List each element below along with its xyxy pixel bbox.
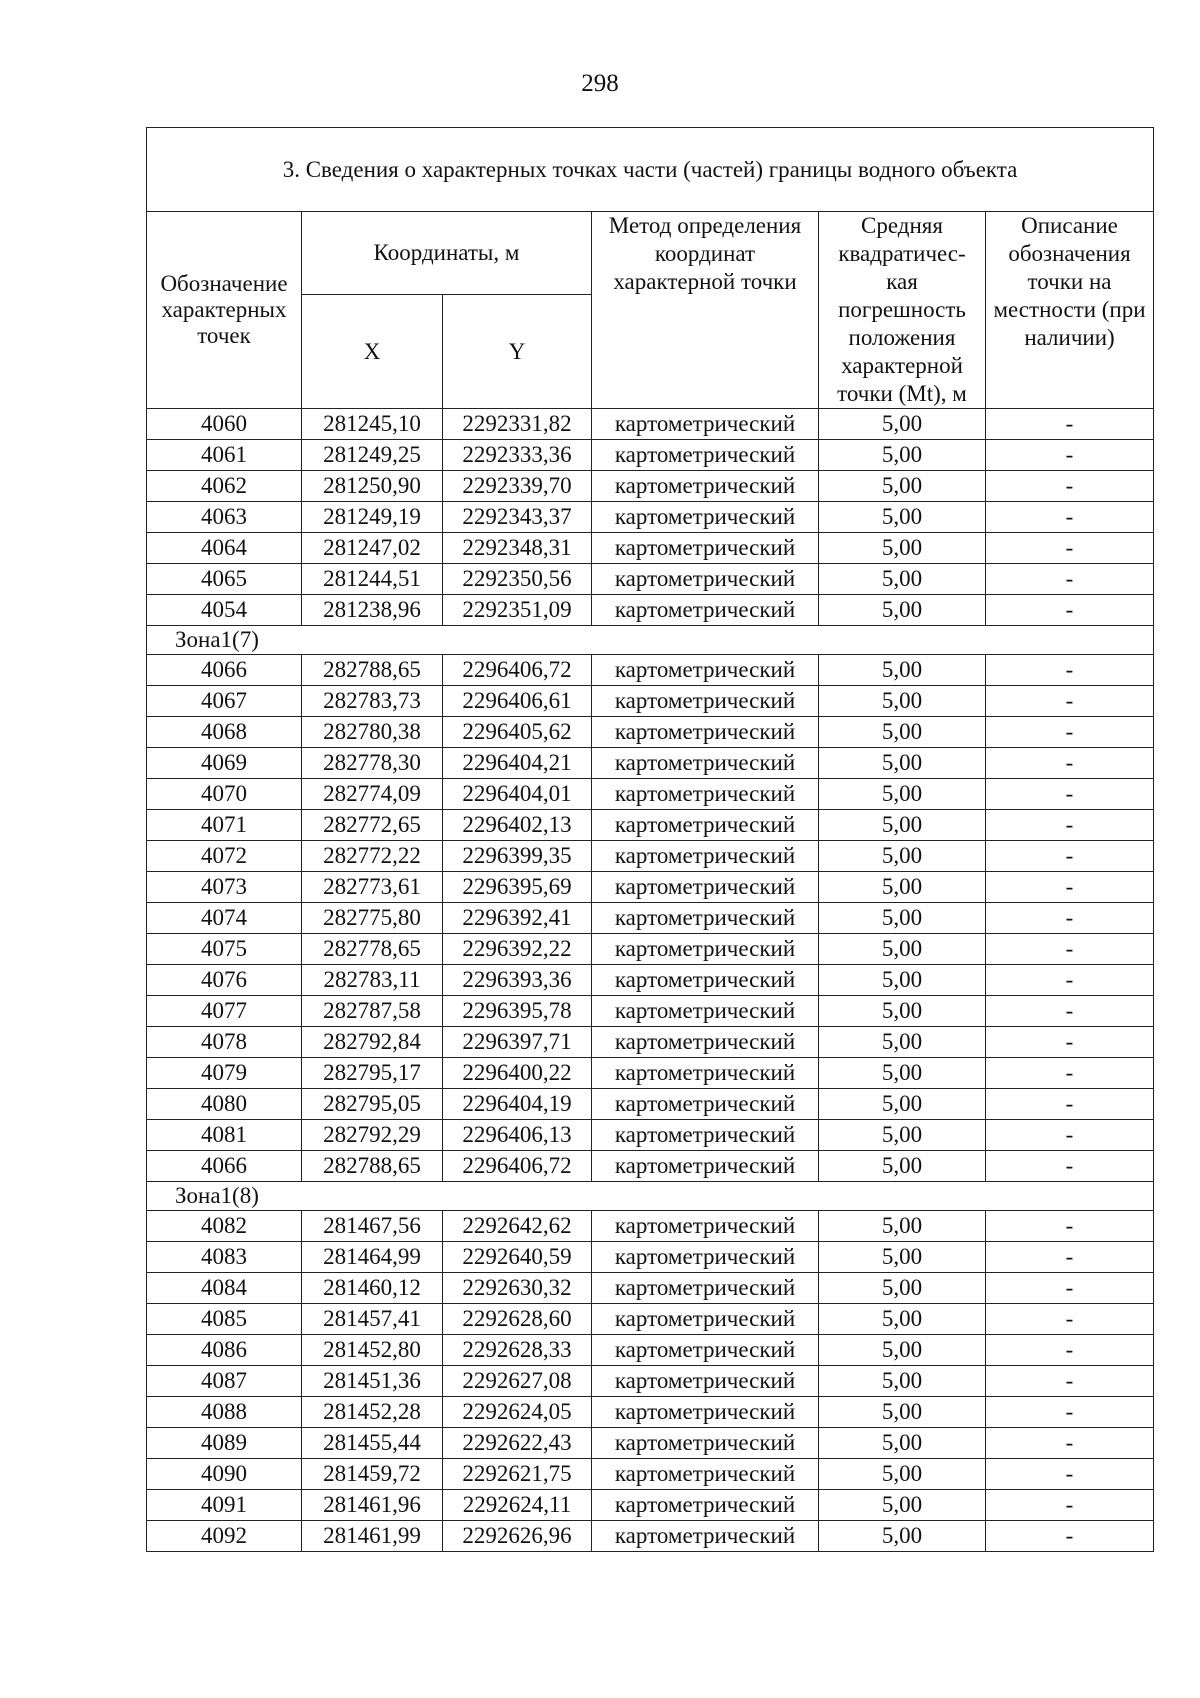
header-description: Описание обозначения точки на местности (при наличии) <box>986 212 1154 409</box>
x-coordinate-cell: 281464,99 <box>302 1242 443 1273</box>
description-cell: - <box>986 903 1154 934</box>
x-coordinate-cell: 281452,28 <box>302 1397 443 1428</box>
table-row <box>147 564 1154 595</box>
description-cell: - <box>986 748 1154 779</box>
point-id-cell: 4071 <box>147 810 302 841</box>
header-x: X <box>302 295 443 409</box>
error-cell: 5,00 <box>819 965 986 996</box>
description-cell: - <box>986 1521 1154 1552</box>
point-id-cell: 4087 <box>147 1366 302 1397</box>
table-row <box>147 934 1154 965</box>
y-coordinate-cell: 2292624,05 <box>443 1397 592 1428</box>
y-coordinate-cell: 2296404,01 <box>443 779 592 810</box>
y-coordinate-cell: 2296406,72 <box>443 655 592 686</box>
table-row <box>147 1335 1154 1366</box>
x-coordinate-cell: 281457,41 <box>302 1304 443 1335</box>
y-coordinate-cell: 2296397,71 <box>443 1027 592 1058</box>
x-coordinate-cell: 281247,02 <box>302 533 443 564</box>
x-coordinate-cell: 282795,05 <box>302 1089 443 1120</box>
error-cell: 5,00 <box>819 595 986 626</box>
y-coordinate-cell: 2296405,62 <box>443 717 592 748</box>
point-id-cell: 4070 <box>147 779 302 810</box>
description-cell: - <box>986 1335 1154 1366</box>
point-id-cell: 4066 <box>147 1151 302 1182</box>
x-coordinate-cell: 281451,36 <box>302 1366 443 1397</box>
error-cell: 5,00 <box>819 502 986 533</box>
description-cell: - <box>986 1058 1154 1089</box>
description-cell: - <box>986 1273 1154 1304</box>
method-cell: картометрический <box>592 1120 819 1151</box>
point-id-cell: 4076 <box>147 965 302 996</box>
x-coordinate-cell: 282795,17 <box>302 1058 443 1089</box>
method-cell: картометрический <box>592 1058 819 1089</box>
description-cell: - <box>986 1120 1154 1151</box>
x-coordinate-cell: 281250,90 <box>302 471 443 502</box>
method-cell: картометрический <box>592 564 819 595</box>
table-row <box>147 471 1154 502</box>
y-coordinate-cell: 2296404,21 <box>443 748 592 779</box>
description-cell: - <box>986 1304 1154 1335</box>
header-designation: Обозначение характерных точек <box>147 212 302 409</box>
zone-row <box>147 1182 1154 1211</box>
table-row <box>147 502 1154 533</box>
table-title: 3. Сведения о характерных точках части (частей) границы водного объекта <box>147 128 1154 212</box>
x-coordinate-cell: 282783,11 <box>302 965 443 996</box>
y-coordinate-cell: 2296402,13 <box>443 810 592 841</box>
zone-label: Зона1(7) <box>147 626 1154 655</box>
point-id-cell: 4075 <box>147 934 302 965</box>
point-id-cell: 4085 <box>147 1304 302 1335</box>
table-row <box>147 1058 1154 1089</box>
method-cell: картометрический <box>592 1089 819 1120</box>
point-id-cell: 4072 <box>147 841 302 872</box>
description-cell: - <box>986 1366 1154 1397</box>
description-cell: - <box>986 1397 1154 1428</box>
error-cell: 5,00 <box>819 1521 986 1552</box>
x-coordinate-cell: 282788,65 <box>302 1151 443 1182</box>
x-coordinate-cell: 282772,22 <box>302 841 443 872</box>
table-row <box>147 996 1154 1027</box>
error-cell: 5,00 <box>819 996 986 1027</box>
description-cell: - <box>986 1242 1154 1273</box>
x-coordinate-cell: 282792,84 <box>302 1027 443 1058</box>
method-cell: картометрический <box>592 595 819 626</box>
error-cell: 5,00 <box>819 1490 986 1521</box>
error-cell: 5,00 <box>819 440 986 471</box>
y-coordinate-cell: 2296395,78 <box>443 996 592 1027</box>
method-cell: картометрический <box>592 686 819 717</box>
point-id-cell: 4081 <box>147 1120 302 1151</box>
point-id-cell: 4066 <box>147 655 302 686</box>
method-cell: картометрический <box>592 872 819 903</box>
table-row <box>147 903 1154 934</box>
y-coordinate-cell: 2296406,13 <box>443 1120 592 1151</box>
description-cell: - <box>986 810 1154 841</box>
point-id-cell: 4062 <box>147 471 302 502</box>
table-row <box>147 1428 1154 1459</box>
x-coordinate-cell: 282788,65 <box>302 655 443 686</box>
y-coordinate-cell: 2296404,19 <box>443 1089 592 1120</box>
error-cell: 5,00 <box>819 1058 986 1089</box>
description-cell: - <box>986 440 1154 471</box>
x-coordinate-cell: 281467,56 <box>302 1211 443 1242</box>
error-cell: 5,00 <box>819 1211 986 1242</box>
description-cell: - <box>986 1428 1154 1459</box>
method-cell: картометрический <box>592 1521 819 1552</box>
error-cell: 5,00 <box>819 934 986 965</box>
description-cell: - <box>986 841 1154 872</box>
table-row <box>147 872 1154 903</box>
header-y: Y <box>443 295 592 409</box>
method-cell: картометрический <box>592 1490 819 1521</box>
y-coordinate-cell: 2292628,60 <box>443 1304 592 1335</box>
method-cell: картометрический <box>592 1242 819 1273</box>
method-cell: картометрический <box>592 655 819 686</box>
y-coordinate-cell: 2292630,32 <box>443 1273 592 1304</box>
description-cell: - <box>986 502 1154 533</box>
point-id-cell: 4082 <box>147 1211 302 1242</box>
method-cell: картометрический <box>592 903 819 934</box>
y-coordinate-cell: 2296392,22 <box>443 934 592 965</box>
method-cell: картометрический <box>592 779 819 810</box>
table-row <box>147 748 1154 779</box>
method-cell: картометрический <box>592 965 819 996</box>
error-cell: 5,00 <box>819 1151 986 1182</box>
x-coordinate-cell: 282778,30 <box>302 748 443 779</box>
method-cell: картометрический <box>592 1151 819 1182</box>
error-cell: 5,00 <box>819 564 986 595</box>
x-coordinate-cell: 281244,51 <box>302 564 443 595</box>
x-coordinate-cell: 282772,65 <box>302 810 443 841</box>
point-id-cell: 4090 <box>147 1459 302 1490</box>
error-cell: 5,00 <box>819 903 986 934</box>
point-id-cell: 4069 <box>147 748 302 779</box>
point-id-cell: 4068 <box>147 717 302 748</box>
method-cell: картометрический <box>592 409 819 440</box>
point-id-cell: 4084 <box>147 1273 302 1304</box>
header-method: Метод определения координат характерной точки <box>592 212 819 409</box>
point-id-cell: 4080 <box>147 1089 302 1120</box>
description-cell: - <box>986 686 1154 717</box>
y-coordinate-cell: 2296395,69 <box>443 872 592 903</box>
error-cell: 5,00 <box>819 1242 986 1273</box>
y-coordinate-cell: 2292339,70 <box>443 471 592 502</box>
table-row <box>147 1397 1154 1428</box>
table-row <box>147 1490 1154 1521</box>
description-cell: - <box>986 1211 1154 1242</box>
table-row <box>147 717 1154 748</box>
x-coordinate-cell: 281249,19 <box>302 502 443 533</box>
method-cell: картометрический <box>592 996 819 1027</box>
description-cell: - <box>986 533 1154 564</box>
y-coordinate-cell: 2296399,35 <box>443 841 592 872</box>
description-cell: - <box>986 595 1154 626</box>
method-cell: картометрический <box>592 934 819 965</box>
x-coordinate-cell: 281461,99 <box>302 1521 443 1552</box>
y-coordinate-cell: 2292350,56 <box>443 564 592 595</box>
error-cell: 5,00 <box>819 1366 986 1397</box>
x-coordinate-cell: 282775,80 <box>302 903 443 934</box>
method-cell: картометрический <box>592 748 819 779</box>
point-id-cell: 4067 <box>147 686 302 717</box>
table-row <box>147 533 1154 564</box>
error-cell: 5,00 <box>819 1027 986 1058</box>
method-cell: картометрический <box>592 1027 819 1058</box>
description-cell: - <box>986 1027 1154 1058</box>
table-row <box>147 810 1154 841</box>
table-row <box>147 1366 1154 1397</box>
method-cell: картометрический <box>592 502 819 533</box>
method-cell: картометрический <box>592 1366 819 1397</box>
method-cell: картометрический <box>592 1335 819 1366</box>
y-coordinate-cell: 2292627,08 <box>443 1366 592 1397</box>
error-cell: 5,00 <box>819 471 986 502</box>
zone-label: Зона1(8) <box>147 1182 1154 1211</box>
y-coordinate-cell: 2296406,61 <box>443 686 592 717</box>
method-cell: картометрический <box>592 1428 819 1459</box>
x-coordinate-cell: 282792,29 <box>302 1120 443 1151</box>
point-id-cell: 4077 <box>147 996 302 1027</box>
method-cell: картометрический <box>592 1459 819 1490</box>
error-cell: 5,00 <box>819 1089 986 1120</box>
error-cell: 5,00 <box>819 1335 986 1366</box>
description-cell: - <box>986 1151 1154 1182</box>
table-row <box>147 1089 1154 1120</box>
description-cell: - <box>986 779 1154 810</box>
description-cell: - <box>986 564 1154 595</box>
description-cell: - <box>986 1459 1154 1490</box>
description-cell: - <box>986 1089 1154 1120</box>
x-coordinate-cell: 282780,38 <box>302 717 443 748</box>
table-row <box>147 1211 1154 1242</box>
description-cell: - <box>986 655 1154 686</box>
table-row <box>147 1242 1154 1273</box>
y-coordinate-cell: 2292626,96 <box>443 1521 592 1552</box>
error-cell: 5,00 <box>819 841 986 872</box>
table-body <box>147 409 1154 1552</box>
method-cell: картометрический <box>592 1397 819 1428</box>
x-coordinate-cell: 282783,73 <box>302 686 443 717</box>
zone-row <box>147 626 1154 655</box>
error-cell: 5,00 <box>819 533 986 564</box>
error-cell: 5,00 <box>819 748 986 779</box>
y-coordinate-cell: 2292624,11 <box>443 1490 592 1521</box>
error-cell: 5,00 <box>819 779 986 810</box>
point-id-cell: 4083 <box>147 1242 302 1273</box>
x-coordinate-cell: 281460,12 <box>302 1273 443 1304</box>
header-error: Средняя квадратичес-кая погрешность положения характерной точки (Mt), м <box>819 212 986 409</box>
x-coordinate-cell: 281455,44 <box>302 1428 443 1459</box>
x-coordinate-cell: 282774,09 <box>302 779 443 810</box>
error-cell: 5,00 <box>819 1273 986 1304</box>
point-id-cell: 4054 <box>147 595 302 626</box>
table-row <box>147 1151 1154 1182</box>
point-id-cell: 4089 <box>147 1428 302 1459</box>
error-cell: 5,00 <box>819 1120 986 1151</box>
table-row <box>147 409 1154 440</box>
method-cell: картометрический <box>592 810 819 841</box>
table-row <box>147 1027 1154 1058</box>
y-coordinate-cell: 2292333,36 <box>443 440 592 471</box>
description-cell: - <box>986 471 1154 502</box>
method-cell: картометрический <box>592 1273 819 1304</box>
table-row <box>147 655 1154 686</box>
method-cell: картометрический <box>592 533 819 564</box>
table-row <box>147 1459 1154 1490</box>
point-id-cell: 4091 <box>147 1490 302 1521</box>
table-row <box>147 686 1154 717</box>
point-id-cell: 4061 <box>147 440 302 471</box>
y-coordinate-cell: 2292642,62 <box>443 1211 592 1242</box>
description-cell: - <box>986 996 1154 1027</box>
table-row <box>147 595 1154 626</box>
point-id-cell: 4088 <box>147 1397 302 1428</box>
x-coordinate-cell: 281461,96 <box>302 1490 443 1521</box>
point-id-cell: 4086 <box>147 1335 302 1366</box>
point-id-cell: 4064 <box>147 533 302 564</box>
description-cell: - <box>986 1490 1154 1521</box>
x-coordinate-cell: 281238,96 <box>302 595 443 626</box>
boundary-points-table <box>146 127 1154 1552</box>
description-cell: - <box>986 872 1154 903</box>
x-coordinate-cell: 282778,65 <box>302 934 443 965</box>
error-cell: 5,00 <box>819 810 986 841</box>
table-row <box>147 1521 1154 1552</box>
error-cell: 5,00 <box>819 409 986 440</box>
error-cell: 5,00 <box>819 686 986 717</box>
point-id-cell: 4078 <box>147 1027 302 1058</box>
y-coordinate-cell: 2296400,22 <box>443 1058 592 1089</box>
x-coordinate-cell: 281249,25 <box>302 440 443 471</box>
method-cell: картометрический <box>592 440 819 471</box>
point-id-cell: 4065 <box>147 564 302 595</box>
method-cell: картометрический <box>592 471 819 502</box>
y-coordinate-cell: 2296392,41 <box>443 903 592 934</box>
x-coordinate-cell: 282773,61 <box>302 872 443 903</box>
table-row <box>147 779 1154 810</box>
table-row <box>147 1273 1154 1304</box>
table-row <box>147 841 1154 872</box>
description-cell: - <box>986 717 1154 748</box>
description-cell: - <box>986 934 1154 965</box>
header-coordinates: Координаты, м <box>302 212 592 295</box>
y-coordinate-cell: 2296406,72 <box>443 1151 592 1182</box>
y-coordinate-cell: 2292348,31 <box>443 533 592 564</box>
table-row <box>147 1304 1154 1335</box>
y-coordinate-cell: 2292621,75 <box>443 1459 592 1490</box>
x-coordinate-cell: 281459,72 <box>302 1459 443 1490</box>
error-cell: 5,00 <box>819 655 986 686</box>
error-cell: 5,00 <box>819 872 986 903</box>
table-row <box>147 1120 1154 1151</box>
point-id-cell: 4092 <box>147 1521 302 1552</box>
point-id-cell: 4060 <box>147 409 302 440</box>
table-row <box>147 965 1154 996</box>
y-coordinate-cell: 2292640,59 <box>443 1242 592 1273</box>
y-coordinate-cell: 2292622,43 <box>443 1428 592 1459</box>
description-cell: - <box>986 965 1154 996</box>
point-id-cell: 4063 <box>147 502 302 533</box>
x-coordinate-cell: 281452,80 <box>302 1335 443 1366</box>
method-cell: картометрический <box>592 1211 819 1242</box>
y-coordinate-cell: 2292343,37 <box>443 502 592 533</box>
method-cell: картометрический <box>592 717 819 748</box>
error-cell: 5,00 <box>819 1397 986 1428</box>
error-cell: 5,00 <box>819 1428 986 1459</box>
error-cell: 5,00 <box>819 717 986 748</box>
y-coordinate-cell: 2292331,82 <box>443 409 592 440</box>
y-coordinate-cell: 2292628,33 <box>443 1335 592 1366</box>
method-cell: картометрический <box>592 841 819 872</box>
x-coordinate-cell: 282787,58 <box>302 996 443 1027</box>
y-coordinate-cell: 2296393,36 <box>443 965 592 996</box>
description-cell: - <box>986 409 1154 440</box>
point-id-cell: 4074 <box>147 903 302 934</box>
method-cell: картометрический <box>592 1304 819 1335</box>
table-row <box>147 440 1154 471</box>
x-coordinate-cell: 281245,10 <box>302 409 443 440</box>
error-cell: 5,00 <box>819 1459 986 1490</box>
error-cell: 5,00 <box>819 1304 986 1335</box>
page-number: 298 <box>581 70 619 97</box>
point-id-cell: 4079 <box>147 1058 302 1089</box>
point-id-cell: 4073 <box>147 872 302 903</box>
y-coordinate-cell: 2292351,09 <box>443 595 592 626</box>
